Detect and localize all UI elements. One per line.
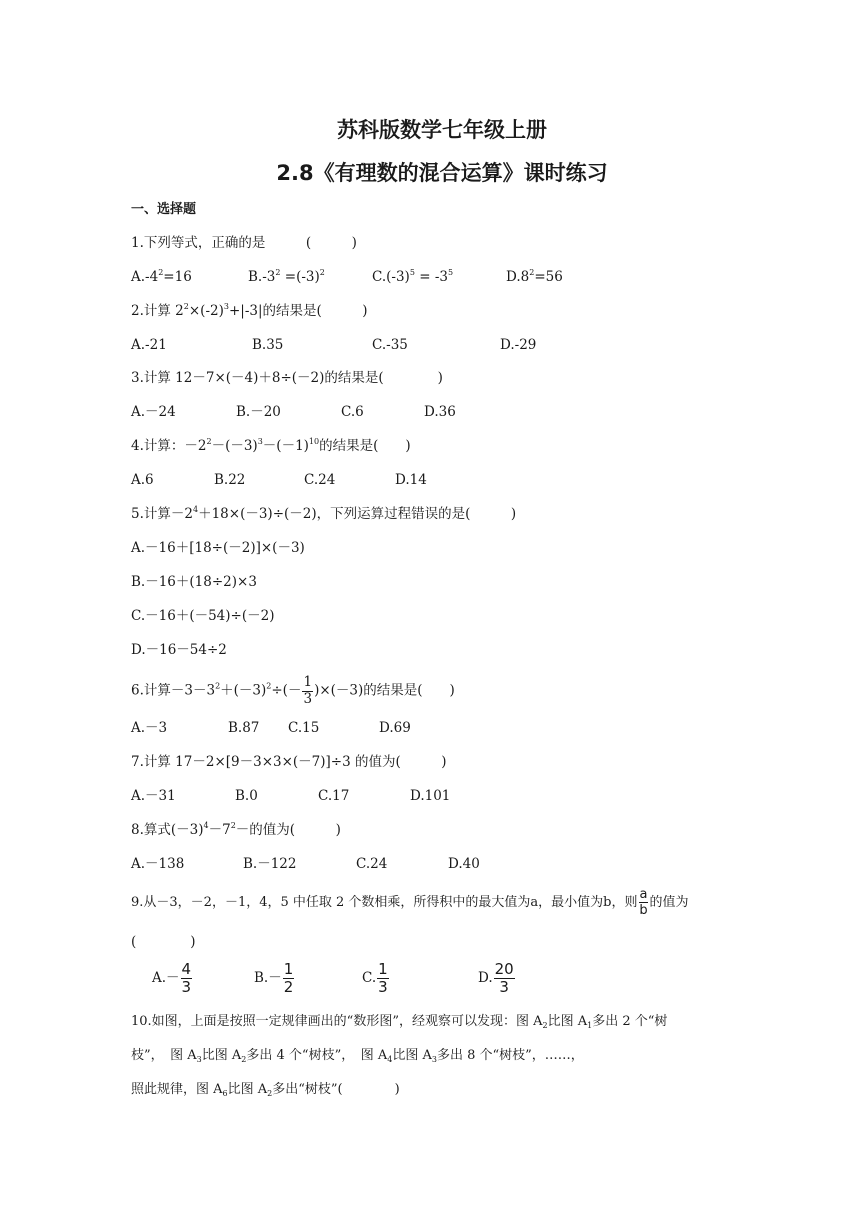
document-title: 苏科版数学七年级上册 <box>337 118 547 142</box>
option-a: A.－24 <box>131 404 176 420</box>
option-d: $D.8^2=56$ <box>506 268 563 285</box>
question-5-option-c: C.－16＋(－54)÷(－2) <box>131 608 275 624</box>
question-9-stem: 9.从－3，－2，－1，4，5 中任取 2 个数相乘，所得积中的最大值为a，最小值为b，则 $\frac{a}{b}$ 的值为 <box>131 887 689 918</box>
option-c: C.24 <box>356 856 388 872</box>
fraction: $\frac{1}{2}$ <box>283 960 294 996</box>
option-b: B.87 <box>228 720 260 736</box>
option-b: B.0 <box>235 788 258 804</box>
option-d: D.101 <box>410 788 451 804</box>
question-5-option-a: A.－16＋[18÷(－2)]×(－3) <box>131 540 305 556</box>
question-6-stem: 6.计算$-3-3^2+(-3)^2\div(-$ $\frac{1}{3}$ )×(－3)的结果是( ) <box>131 674 455 707</box>
fraction: $\frac{20}{3}$ <box>494 960 514 996</box>
option-a: A.－ $\frac{4}{3}$ <box>152 960 192 996</box>
question-3-stem: 3.计算 12－7×(－4)＋8÷(－2)的结果是( ) <box>131 370 443 386</box>
option-c: C. $\frac{1}{3}$ <box>362 960 388 996</box>
fraction: $\frac{1}{3}$ <box>303 674 313 707</box>
option-d: D. $\frac{20}{3}$ <box>478 960 514 996</box>
question-2-stem: 2.计算 $2^2\times(-2)^3+|-3|$的结果是( ) <box>131 302 368 319</box>
option-c: C.15 <box>288 720 320 736</box>
option-c: C.24 <box>304 472 336 488</box>
option-b: B.35 <box>252 337 284 353</box>
document-subtitle: 2.8《有理数的混合运算》课时练习 <box>276 161 608 185</box>
option-c: $C.(-3)^5 = -3^5$ <box>372 268 454 285</box>
question-7-stem: 7.计算 17－2×[9－3×3×(－7)]÷3 的值为( ) <box>131 754 447 770</box>
section-heading: 一、选择题 <box>131 202 197 217</box>
option-b: B.22 <box>214 472 246 488</box>
option-a: A.－138 <box>131 856 185 872</box>
question-1-stem: 1.下列等式，正确的是 ( ) <box>131 235 357 251</box>
option-d: D.36 <box>424 404 456 420</box>
option-c: C.6 <box>341 404 364 420</box>
question-5-option-d: D.－16－54÷2 <box>131 642 227 658</box>
option-a: A.6 <box>131 472 154 488</box>
option-c: C.17 <box>318 788 350 804</box>
fraction: $\frac{a}{b}$ <box>639 887 648 918</box>
option-a: A.－3 <box>131 720 168 736</box>
question-10-line-3: 照此规律，图 $A_6$比图 $A_2$多出“树枝”( ) <box>131 1082 400 1098</box>
option-d: D.40 <box>448 856 480 872</box>
option-b: B.－122 <box>243 856 297 872</box>
question-4-stem: 4.计算：$-2^2-(-3)^3-(-1)^{10}$的结果是( ) <box>131 437 411 454</box>
question-5-stem: 5.计算$-2^4+18\times(-3)\div(-2)$，下列运算过程错误的是( ) <box>131 505 517 522</box>
fraction: $\frac{4}{3}$ <box>181 960 192 996</box>
option-d: D.69 <box>379 720 411 736</box>
fraction: $\frac{1}{3}$ <box>378 960 388 996</box>
option-a: $A.-4^2=16$ <box>131 268 192 285</box>
option-b: B.－20 <box>236 404 281 420</box>
question-5-option-b: B.－16＋(18÷2)×3 <box>131 574 257 590</box>
option-b: $B.-3^2 =(-3)^2$ <box>248 268 325 285</box>
option-a: A.－31 <box>131 788 176 804</box>
option-b: B.－ $\frac{1}{2}$ <box>254 960 294 996</box>
question-9-paren: ( ) <box>131 934 196 950</box>
question-8-stem: 8.算式$(-3)^4-7^2-$的值为( ) <box>131 821 341 838</box>
option-a: A.-21 <box>131 337 167 353</box>
option-d: D.14 <box>395 472 427 488</box>
question-10-line-2: 枝”， 图 $A_3$比图 $A_2$多出 4 个“树枝”， 图 $A_4$比图 $A_3$多出 8 个“树枝”，……， <box>131 1048 584 1064</box>
option-c: C.-35 <box>372 337 408 353</box>
question-10-line-1: 10.如图，上面是按照一定规律画出的“数形图”，经观察可以发现：图 $A_2$比图 $A_1$多出 2 个“树 <box>131 1014 668 1030</box>
option-d: D.-29 <box>500 337 537 353</box>
